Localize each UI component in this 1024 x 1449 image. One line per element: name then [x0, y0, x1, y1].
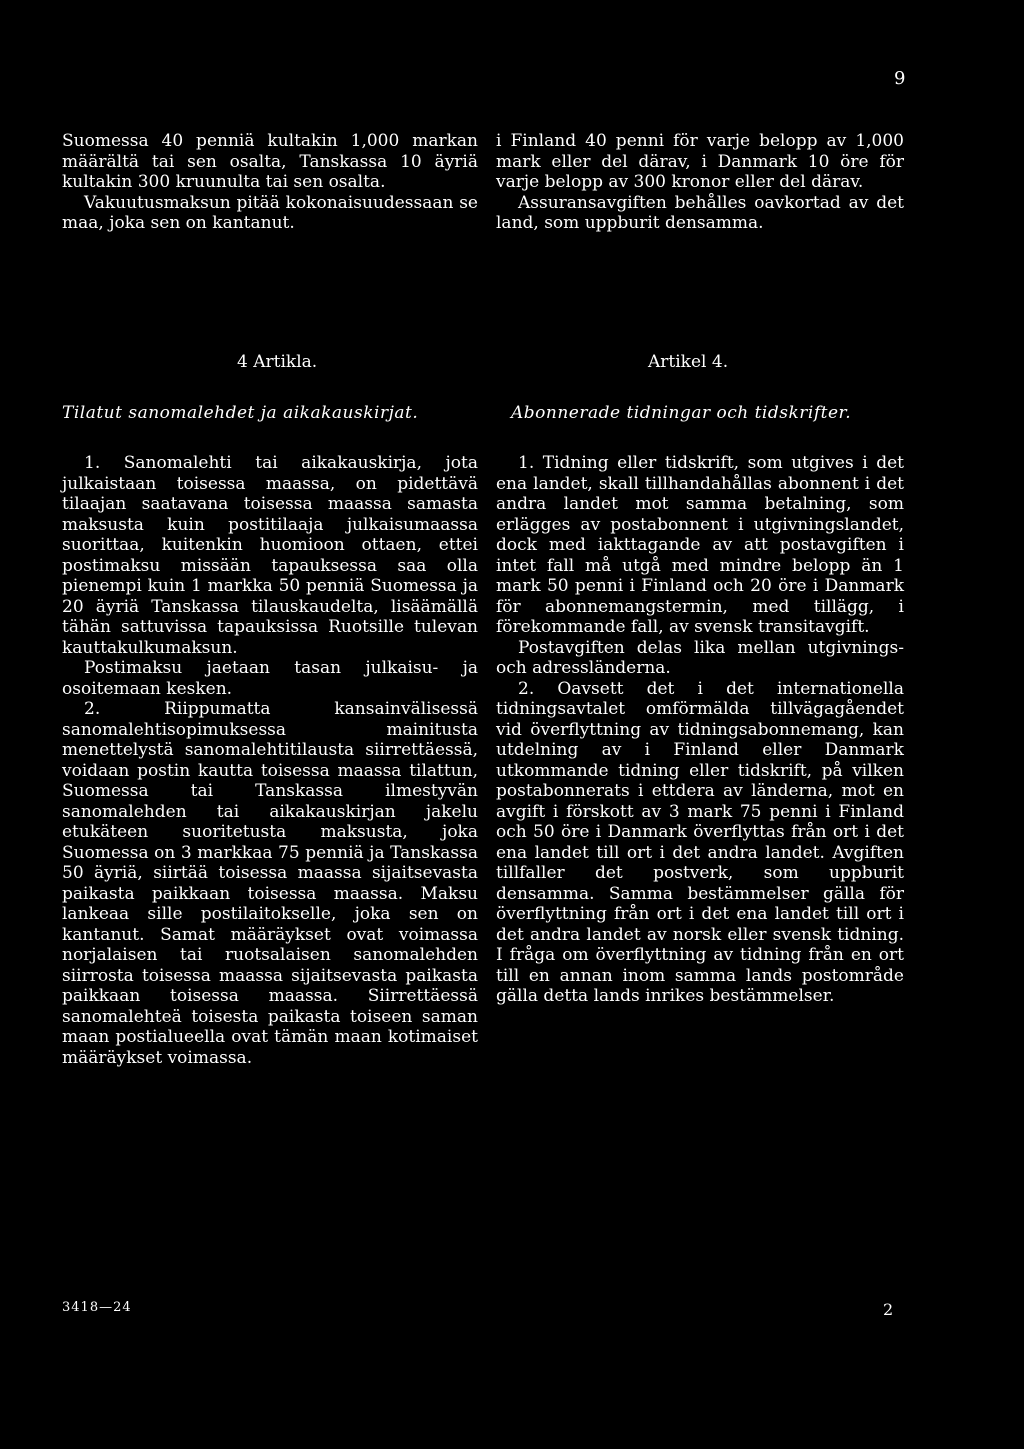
sheet-number: 2 — [883, 1300, 894, 1319]
fi-article-heading: 4 Artikla. — [237, 352, 318, 372]
finnish-body — [62, 453, 478, 1068]
print-signature: 3418—24 — [62, 1300, 132, 1315]
fi-paragraph-1: 1. Sanomalehti tai aikakauskirja, jota julkaistaan toisessa maassa, on pidettävä tilaajan saatavana toisessa maassa samasta maksusta kuin postitilaaja julkaisumaassa suorittaa, kuitenkin huomioon ottaen, ettei postimaksu missään tapauksessa saa olla pienempi kuin 1 markka 50 penniä Suomessa ja 20 äyriä Tanskassa tilauskaudelta, lisäämällä tähän sattuvissa tapauksissa Ruotsille tulevan kauttakulkumaksun. — [62, 453, 478, 658]
swedish-intro — [496, 131, 904, 234]
fi-intro-paragraph-2: Vakuutusmaksun pitää kokonaisuudessaan se maa, joka sen on kantanut. — [62, 192, 478, 233]
page-number: 9 — [894, 68, 906, 89]
finnish-intro — [62, 131, 478, 234]
sv-paragraph-1b: Postavgiften delas lika mellan utgivnings- och adressländerna. — [496, 637, 904, 678]
sv-paragraph-1: 1. Tidning eller tidskrift, som utgives i det ena landet, skall tillhandahållas abonnent i det andra landet mot samma betalning, som erlägges av postabonnent i utgivningslandet, dock med iakttagande av att postavgiften i intet fall må utgå med mindre belopp än 1 mark 50 penni i Finland och 20 öre i Danmark för abonnemangstermin, med tillägg, i förekommande fall, av svensk transitavgift. — [496, 453, 904, 637]
fi-paragraph-2: 2. Riippumatta kansainvälisessä sanomalehtisopimuksessa mainitusta menettelystä sanomalehtitilausta siirrettäessä, voidaan postin kautta toisessa maassa tilattun, Suomessa tai Tanskassa ilmestyvän sanomalehden tai aikakauskirjan jakelu etukäteen suoritetusta maksusta, joka Suomessa on 3 markkaa 75 penniä ja Tanskassa 50 äyriä, siirtää toisessa maassa sijaitsevasta paikasta paikkaan toisessa maassa. Maksu lankeaa sille postilaitokselle, joka sen on kantanut. Samat määräykset ovat voimassa norjalaisen tai ruotsalaisen sanomalehden siirrosta toisessa maassa sijaitsevasta paikasta paikkaan toisessa maassa. Siirrettäessä sanomalehteä toisesta paikasta toiseen saman maan postialueella ovat tämän maan kotimaiset määräykset voimassa. — [62, 699, 478, 1068]
sv-paragraph-2: 2. Oavsett det i det internationella tidningsavtalet omförmälda tillvägagåendet vid överflyttning av tidningsabonnemang, kan utdelning av i Finland eller Danmark utkommande tidning eller tidskrift, på vilken postabonnerats i ettdera av länderna, mot en avgift i förskott av 3 mark 75 penni i Finland och 50 öre i Danmark överflyttas från ort i det ena landet till ort i det andra landet. Avgiften tillfaller det postverk, som uppburit densamma. Samma bestämmelser gälla för överflyttning från ort i det ena landet till ort i det andra landet av norsk eller svensk tidning. I fråga om överflyttning av tidning från en ort till en annan inom samma lands postområde gälla detta lands inrikes bestämmelser. — [496, 678, 904, 1006]
fi-intro-paragraph: Suomessa 40 penniä kultakin 1,000 markan määrältä tai sen osalta, Tanskassa 10 äyriä kultakin 300 kruunulta tai sen osalta. — [62, 131, 478, 192]
sv-intro-paragraph-2: Assuransavgiften behålles oavkortad av det land, som uppburit densamma. — [496, 192, 904, 233]
fi-paragraph-1b: Postimaksu jaetaan tasan julkaisu- ja osoitemaan kesken. — [62, 658, 478, 699]
sv-subheading: Abonnerade tidningar och tidskrifter. — [511, 403, 852, 423]
fi-subheading: Tilatut sanomalehdet ja aikakauskirjat. — [62, 403, 419, 423]
swedish-body — [496, 453, 904, 1007]
sv-article-heading: Artikel 4. — [648, 352, 729, 372]
sv-intro-paragraph: i Finland 40 penni för varje belopp av 1,000 mark eller del därav, i Danmark 10 öre för varje belopp av 300 kronor eller del därav. — [496, 131, 904, 192]
